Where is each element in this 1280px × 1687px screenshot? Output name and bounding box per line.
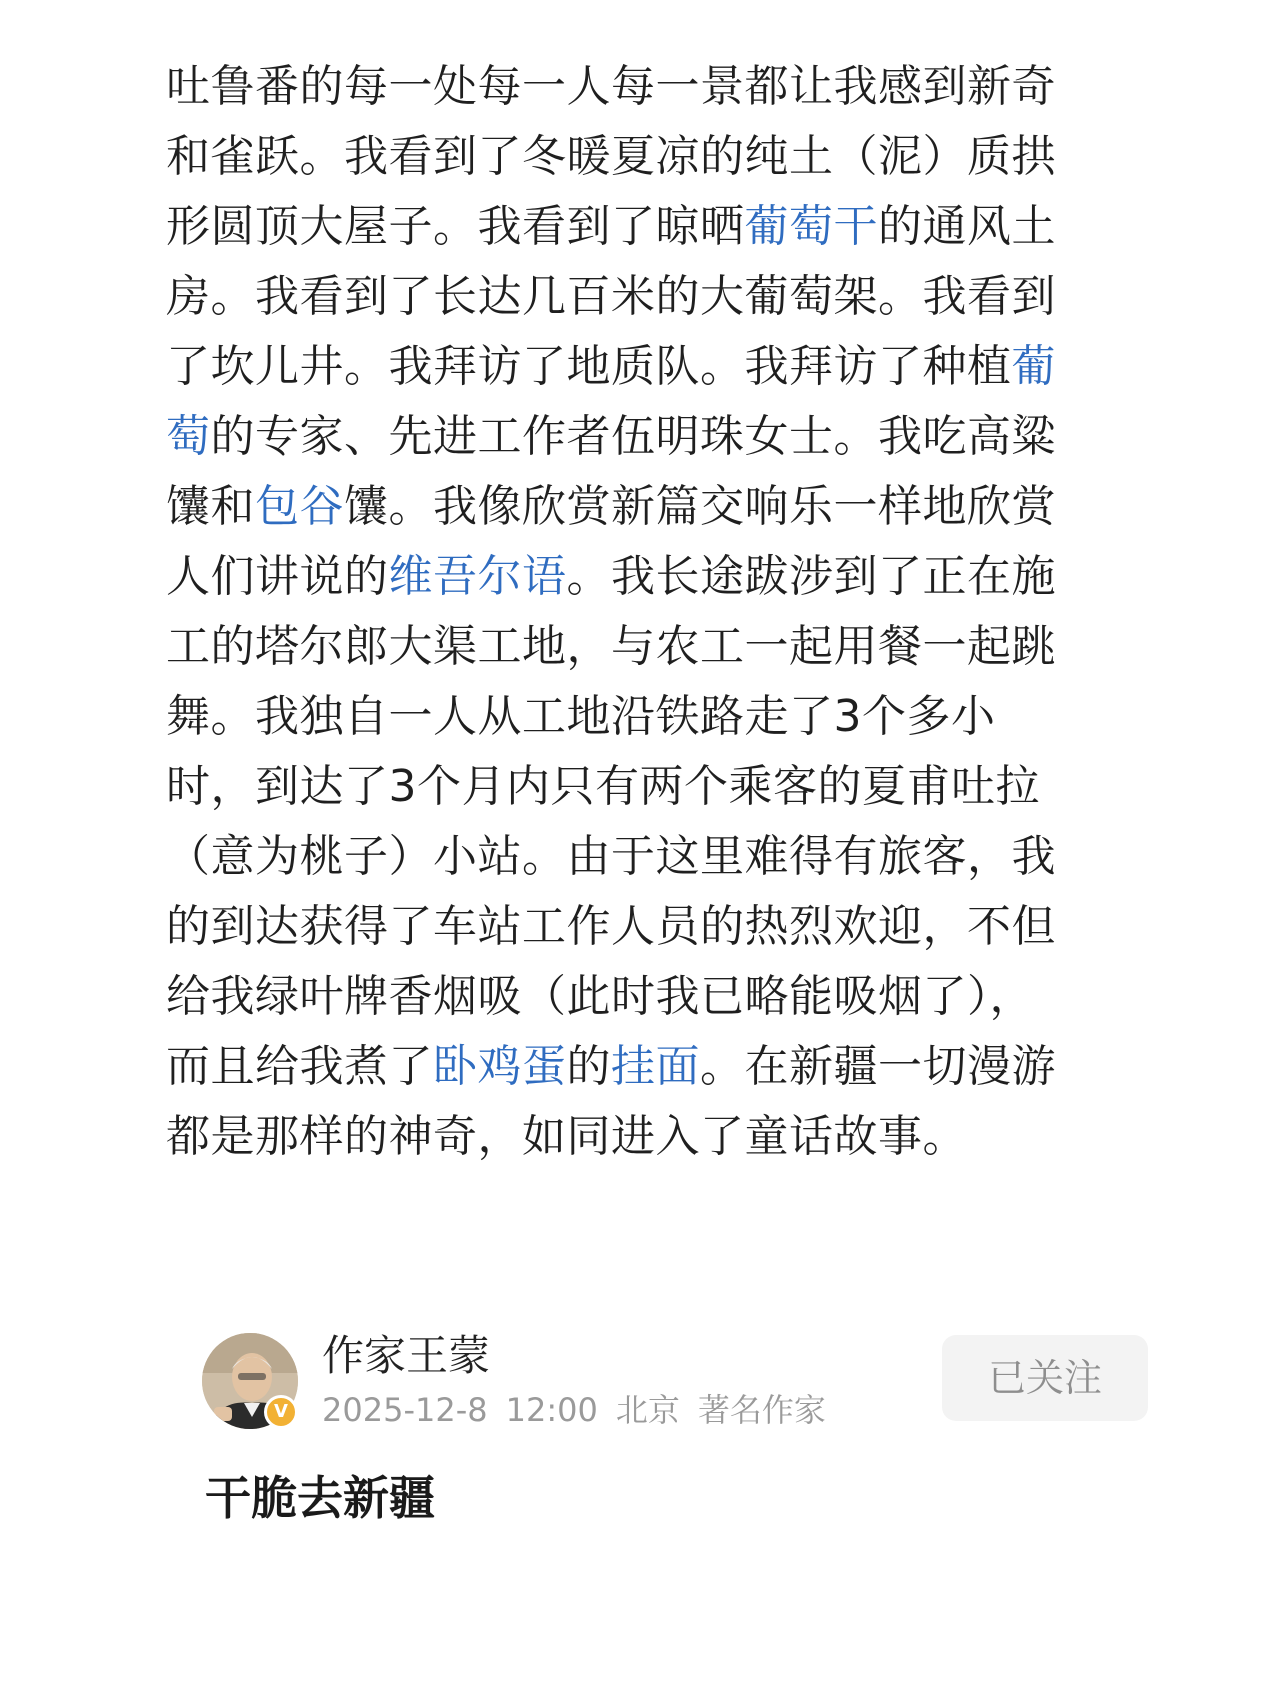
link-raisin[interactable]: 葡萄干 — [744, 201, 878, 252]
author-name[interactable]: 作家王蒙 — [322, 1331, 491, 1380]
post-time: 12:00 — [505, 1391, 598, 1429]
link-poached-egg[interactable]: 卧鸡蛋 — [433, 1041, 567, 1092]
next-article-title[interactable]: 干脆去新疆 — [205, 1471, 435, 1525]
article-text: 吐鲁番的每一处每一人每一景都让我感到新奇和雀跃。我看到了冬暖夏凉的纯土（泥）质拱形圆顶大屋子。我看到了晾晒 — [166, 61, 1056, 252]
article-paragraph — [166, 52, 1066, 1172]
link-uyghur-language[interactable]: 维吾尔语 — [388, 551, 567, 602]
author-meta — [322, 1389, 844, 1431]
link-corn[interactable]: 包谷 — [255, 481, 344, 532]
author-tag: 著名作家 — [697, 1391, 826, 1429]
follow-button[interactable]: 已关注 — [942, 1335, 1148, 1421]
link-grape[interactable]: 葡萄 — [166, 341, 1056, 462]
post-location: 北京 — [615, 1391, 680, 1429]
article-text: 。在新疆一切漫游都是那样的神奇，如同进入了童话故事。 — [166, 1041, 1056, 1162]
article-text: 的通风土房。我看到了长达几百米的大葡萄架。我看到了坎儿井。我拜访了地质队。我拜访了种植 — [166, 201, 1056, 392]
post-date: 2025-12-8 — [322, 1391, 488, 1429]
author-bar — [202, 1333, 1157, 1433]
article-text: 的专家、先进工作者伍明珠女士。我吃高粱馕和 — [166, 411, 1056, 532]
link-noodles[interactable]: 挂面 — [611, 1041, 700, 1092]
article-text: 的 — [566, 1041, 611, 1092]
article-body — [166, 52, 1066, 1172]
article-text: 。我长途跋涉到了正在施工的塔尔郎大渠工地，与农工一起用餐一起跳舞。我独自一人从工地沿铁路走了3个多小时，到达了3个月内只有两个乘客的夏甫吐拉（意为桃子）小站。由于这里难得有旅客，我的到达获得了车站工作人员的热烈欢迎，不但给我绿叶牌香烟吸（此时我已略能吸烟了），而且给我煮了 — [166, 551, 1056, 1092]
article-text: 馕。我像欣赏新篇交响乐一样地欣赏人们讲说的 — [166, 481, 1056, 602]
verified-badge-icon: V — [264, 1395, 298, 1429]
